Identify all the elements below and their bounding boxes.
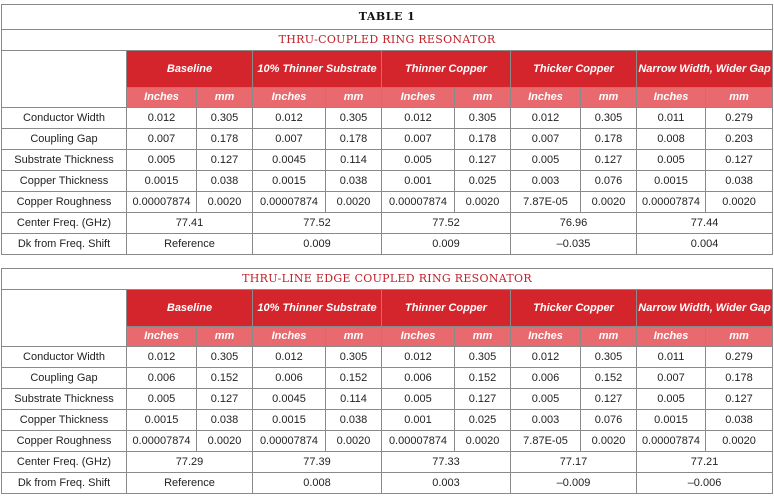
unit-header-mm: mm	[197, 327, 253, 347]
unit-header-mm: mm	[455, 88, 511, 108]
table-cell: 0.0015	[637, 410, 706, 431]
table-cell: 0.005	[127, 389, 197, 410]
merged-cell: 77.29	[127, 452, 253, 473]
table-cell: 0.178	[706, 368, 773, 389]
table-cell: 0.076	[581, 171, 637, 192]
unit-header-mm: mm	[581, 88, 637, 108]
group-header: Thinner Copper	[382, 290, 511, 327]
subtitle-row	[2, 30, 773, 51]
table-cell: 0.0020	[455, 431, 511, 452]
table-cell: 0.003	[511, 171, 581, 192]
group-header: Baseline	[127, 51, 253, 88]
table-cell: 0.005	[511, 150, 581, 171]
table-cell: 0.305	[581, 347, 637, 368]
table-cell: 0.038	[197, 171, 253, 192]
table-cell: 0.038	[706, 410, 773, 431]
group-header: 10% Thinner Substrate	[253, 51, 382, 88]
table-cell: 0.005	[637, 389, 706, 410]
table-cell: 0.305	[326, 347, 382, 368]
group-header: Narrow Width, Wider Gap	[637, 51, 773, 88]
unit-header-mm: mm	[326, 88, 382, 108]
center-freq-row	[2, 452, 773, 473]
table-cell: 0.00007874	[637, 192, 706, 213]
row-label: Conductor Width	[2, 347, 127, 368]
table-cell: 0.0045	[253, 150, 326, 171]
merged-cell: 0.008	[253, 473, 382, 494]
table-cell: 0.127	[706, 150, 773, 171]
table-cell: 0.006	[253, 368, 326, 389]
table-cell: 0.0020	[197, 431, 253, 452]
merged-cell: 77.52	[253, 213, 382, 234]
center-freq-row	[2, 213, 773, 234]
merged-cell: –0.035	[511, 234, 637, 255]
table-cell: 0.011	[637, 347, 706, 368]
group-header: Narrow Width, Wider Gap	[637, 290, 773, 327]
merged-cell: 0.003	[382, 473, 511, 494]
row-label: Coupling Gap	[2, 368, 127, 389]
merged-cell: 77.17	[511, 452, 637, 473]
subtitle-row	[2, 269, 773, 290]
table-cell: 0.005	[127, 150, 197, 171]
table-cell: 0.00007874	[253, 431, 326, 452]
table-cell: 0.127	[197, 389, 253, 410]
row-label: Substrate Thickness	[2, 150, 127, 171]
table-cell: 0.152	[197, 368, 253, 389]
table-cell: 0.008	[637, 129, 706, 150]
table-cell: 0.127	[455, 150, 511, 171]
unit-header-inches: Inches	[511, 327, 581, 347]
table-cell: 0.305	[326, 108, 382, 129]
group-header-row	[2, 51, 773, 88]
table-cell: 0.127	[581, 389, 637, 410]
unit-header-mm: mm	[706, 88, 773, 108]
table-row	[2, 431, 773, 452]
table-subtitle: THRU-COUPLED RING RESONATOR	[2, 30, 773, 51]
merged-cell: 0.004	[637, 234, 773, 255]
row-label: Dk from Freq. Shift	[2, 473, 127, 494]
table-cell: 0.305	[197, 108, 253, 129]
table-cell: 0.00007874	[637, 431, 706, 452]
group-header: 10% Thinner Substrate	[253, 290, 382, 327]
unit-header-inches: Inches	[637, 88, 706, 108]
table-subtitle: THRU-LINE EDGE COUPLED RING RESONATOR	[2, 269, 773, 290]
unit-header-inches: Inches	[127, 88, 197, 108]
table-cell: 0.001	[382, 410, 455, 431]
table-cell: 0.0020	[197, 192, 253, 213]
unit-header-mm: mm	[326, 327, 382, 347]
unit-header-inches: Inches	[511, 88, 581, 108]
row-label: Dk from Freq. Shift	[2, 234, 127, 255]
table-cell: 0.025	[455, 410, 511, 431]
table-cell: 0.0015	[127, 410, 197, 431]
table-cell: 0.152	[581, 368, 637, 389]
table-cell: 7.87E-05	[511, 192, 581, 213]
table-cell: 7.87E-05	[511, 431, 581, 452]
table-cell: 0.0015	[253, 171, 326, 192]
table-cell: 0.0020	[326, 192, 382, 213]
merged-cell: 77.33	[382, 452, 511, 473]
table-cell: 0.006	[127, 368, 197, 389]
table-cell: 0.00007874	[127, 431, 197, 452]
table-cell: 0.005	[637, 150, 706, 171]
table-cell: 0.00007874	[382, 431, 455, 452]
table-cell: 0.038	[197, 410, 253, 431]
table-cell: 0.001	[382, 171, 455, 192]
table-cell: 0.025	[455, 171, 511, 192]
merged-cell: 76.96	[511, 213, 637, 234]
header-blank-cell	[2, 290, 127, 347]
table-cell: 0.178	[197, 129, 253, 150]
table-row	[2, 347, 773, 368]
table-cell: 0.114	[326, 389, 382, 410]
table-cell: 0.007	[127, 129, 197, 150]
table-row	[2, 108, 773, 129]
header-blank-cell	[2, 51, 127, 108]
table-row	[2, 192, 773, 213]
unit-header-inches: Inches	[637, 327, 706, 347]
merged-cell: 77.39	[253, 452, 382, 473]
table-cell: 0.038	[706, 171, 773, 192]
table-cell: 0.178	[326, 129, 382, 150]
unit-header-inches: Inches	[127, 327, 197, 347]
group-header-row	[2, 290, 773, 327]
table-cell: 0.012	[382, 347, 455, 368]
table-cell: 0.006	[511, 368, 581, 389]
table-cell: 0.279	[706, 108, 773, 129]
table-cell: 0.0015	[637, 171, 706, 192]
merged-cell: Reference	[127, 473, 253, 494]
table-cell: 0.012	[511, 347, 581, 368]
table-row	[2, 129, 773, 150]
table-cell: 0.038	[326, 410, 382, 431]
merged-cell: 0.009	[253, 234, 382, 255]
row-label: Copper Thickness	[2, 410, 127, 431]
table-cell: 0.011	[637, 108, 706, 129]
table-cell: 0.007	[511, 129, 581, 150]
row-label: Copper Roughness	[2, 431, 127, 452]
table-cell: 0.007	[253, 129, 326, 150]
merged-cell: 77.52	[382, 213, 511, 234]
unit-header-mm: mm	[455, 327, 511, 347]
table-cell: 0.0015	[253, 410, 326, 431]
table-cell: 0.007	[637, 368, 706, 389]
merged-cell: Reference	[127, 234, 253, 255]
group-header: Thicker Copper	[511, 290, 637, 327]
row-label: Coupling Gap	[2, 129, 127, 150]
table-cell: 0.012	[127, 347, 197, 368]
main-title-row	[2, 5, 773, 30]
row-label: Substrate Thickness	[2, 389, 127, 410]
table-cell: 0.152	[326, 368, 382, 389]
table-cell: 0.305	[581, 108, 637, 129]
table-cell: 0.038	[326, 171, 382, 192]
row-label: Center Freq. (GHz)	[2, 213, 127, 234]
table-cell: 0.007	[382, 129, 455, 150]
table-cell: 0.178	[455, 129, 511, 150]
table-cell: 0.178	[581, 129, 637, 150]
table-thru-coupled	[1, 4, 773, 255]
table-cell: 0.005	[382, 389, 455, 410]
table-cell: 0.0020	[455, 192, 511, 213]
table-row	[2, 171, 773, 192]
merged-cell: 77.21	[637, 452, 773, 473]
merged-cell: –0.009	[511, 473, 637, 494]
table-cell: 0.305	[455, 108, 511, 129]
table-cell: 0.012	[253, 108, 326, 129]
table-cell: 0.003	[511, 410, 581, 431]
table-cell: 0.305	[197, 347, 253, 368]
table-cell: 0.00007874	[253, 192, 326, 213]
merged-cell: 77.41	[127, 213, 253, 234]
table-cell: 0.012	[511, 108, 581, 129]
merged-cell: 77.44	[637, 213, 773, 234]
table-cell: 0.005	[382, 150, 455, 171]
row-label: Copper Thickness	[2, 171, 127, 192]
unit-header-mm: mm	[197, 88, 253, 108]
unit-header-inches: Inches	[253, 88, 326, 108]
table-cell: 0.005	[511, 389, 581, 410]
dk-shift-row	[2, 473, 773, 494]
table-cell: 0.012	[382, 108, 455, 129]
unit-header-mm: mm	[706, 327, 773, 347]
table-cell: 0.0020	[326, 431, 382, 452]
table-cell: 0.114	[326, 150, 382, 171]
group-header: Thicker Copper	[511, 51, 637, 88]
table-row	[2, 389, 773, 410]
table-cell: 0.0020	[581, 431, 637, 452]
table-cell: 0.279	[706, 347, 773, 368]
table-cell: 0.0045	[253, 389, 326, 410]
unit-header-inches: Inches	[382, 327, 455, 347]
table-cell: 0.0015	[127, 171, 197, 192]
table-cell: 0.203	[706, 129, 773, 150]
table-cell: 0.00007874	[382, 192, 455, 213]
table-row	[2, 410, 773, 431]
main-title: TABLE 1	[2, 5, 773, 30]
table-row	[2, 150, 773, 171]
table-cell: 0.152	[455, 368, 511, 389]
group-header: Baseline	[127, 290, 253, 327]
table-cell: 0.0020	[581, 192, 637, 213]
table-cell: 0.127	[706, 389, 773, 410]
table-cell: 0.127	[581, 150, 637, 171]
table-cell: 0.00007874	[127, 192, 197, 213]
table-thru-line-edge-coupled	[1, 268, 773, 494]
table-cell: 0.076	[581, 410, 637, 431]
table-cell: 0.012	[253, 347, 326, 368]
unit-header-inches: Inches	[253, 327, 326, 347]
table-cell: 0.305	[455, 347, 511, 368]
table-cell: 0.127	[455, 389, 511, 410]
table-cell: 0.006	[382, 368, 455, 389]
table-cell: 0.0020	[706, 431, 773, 452]
table-row	[2, 368, 773, 389]
merged-cell: 0.009	[382, 234, 511, 255]
row-label: Copper Roughness	[2, 192, 127, 213]
row-label: Conductor Width	[2, 108, 127, 129]
table-cell: 0.127	[197, 150, 253, 171]
dk-shift-row	[2, 234, 773, 255]
row-label: Center Freq. (GHz)	[2, 452, 127, 473]
table-cell: 0.012	[127, 108, 197, 129]
table-cell: 0.0020	[706, 192, 773, 213]
group-header: Thinner Copper	[382, 51, 511, 88]
unit-header-inches: Inches	[382, 88, 455, 108]
merged-cell: –0.006	[637, 473, 773, 494]
unit-header-mm: mm	[581, 327, 637, 347]
